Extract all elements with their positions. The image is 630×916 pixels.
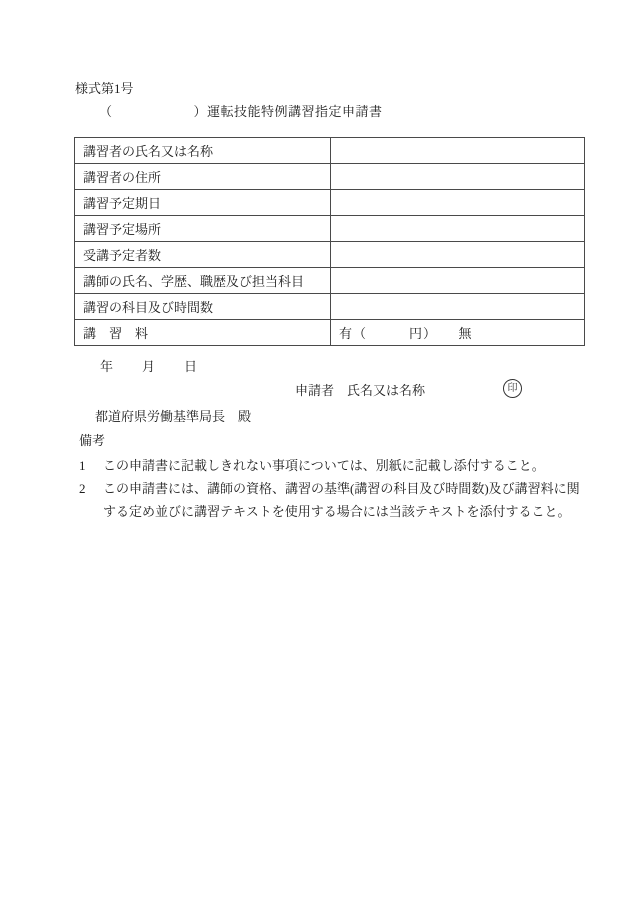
row-label: 受講予定者数 (75, 242, 331, 268)
row-label: 講習者の氏名又は名称 (75, 138, 331, 164)
remark-number: 1 (79, 458, 86, 473)
table-row (75, 242, 585, 268)
row-value (331, 216, 585, 242)
row-label: 講 習 料 (75, 320, 331, 346)
row-label: 講習者の住所 (75, 164, 331, 190)
table-row (75, 190, 585, 216)
document-title: （ ）運転技能特例講習指定申請書 (99, 104, 383, 119)
remark-number: 2 (79, 481, 86, 496)
seal-icon (503, 379, 522, 398)
remark-item (79, 454, 585, 477)
remark-item (79, 477, 585, 523)
row-label: 講習予定場所 (75, 216, 331, 242)
row-label: 講習予定期日 (75, 190, 331, 216)
table-row (75, 164, 585, 190)
table-row (75, 294, 585, 320)
application-form-table (74, 137, 585, 346)
row-value (331, 190, 585, 216)
table-row (75, 268, 585, 294)
applicant-name-label: 申請者 氏名又は名称 (295, 383, 426, 398)
row-value (331, 268, 585, 294)
row-value (331, 294, 585, 320)
addressee-line: 都道府県労働基準局長 殿 (95, 409, 252, 424)
remark-text: この申請書に記載しきれない事項については、別紙に記載し添付すること。 (103, 458, 545, 473)
form-number: 様式第1号 (75, 81, 134, 96)
remarks-heading: 備考 (79, 433, 106, 448)
row-value (331, 164, 585, 190)
row-value (331, 138, 585, 164)
date-line: 年 月 日 (100, 359, 199, 374)
table-row (75, 216, 585, 242)
fee-options: 有（ 円） 無 (331, 320, 585, 346)
seal-char: 印 (507, 382, 518, 394)
row-value (331, 242, 585, 268)
row-label: 講師の氏名、学歴、職歴及び担当科目 (75, 268, 331, 294)
table-row (75, 138, 585, 164)
remark-text: この申請書には、講師の資格、講習の基準(講習の科目及び時間数)及び講習料に関する定め並びに講習テキストを使用する場合には当該テキストを添付すること。 (103, 481, 580, 519)
table-row-fee (75, 320, 585, 346)
row-label: 講習の科目及び時間数 (75, 294, 331, 320)
